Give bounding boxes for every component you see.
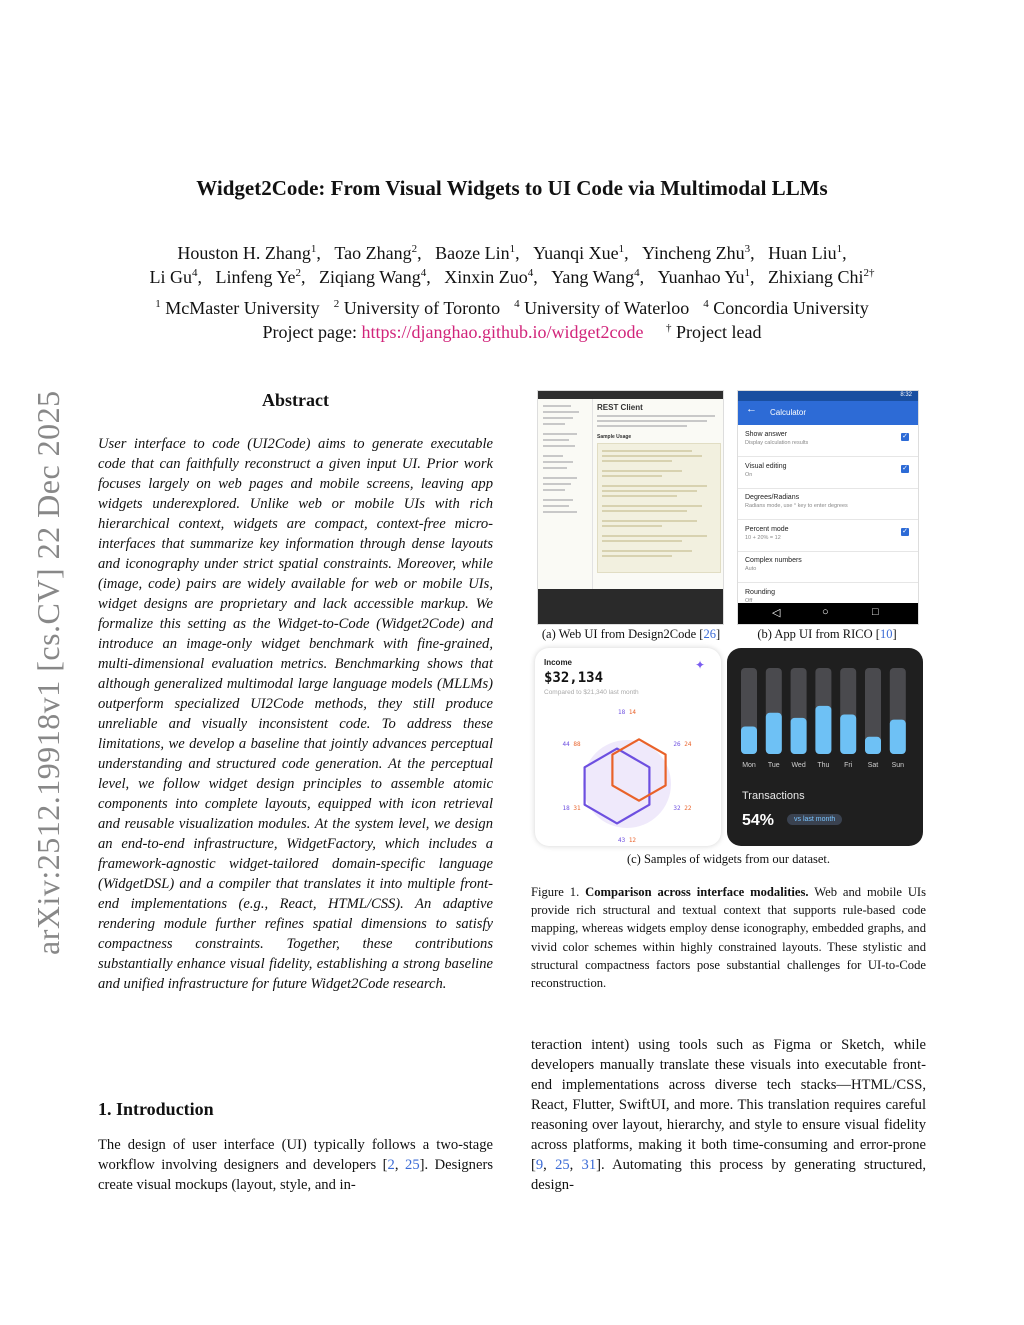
- author-name: Li Gu$^4$: [149, 267, 198, 287]
- checkbox-checked-icon[interactable]: ✓: [902, 527, 908, 535]
- app-settings-item-title: Degrees/Radians: [745, 494, 800, 501]
- intro-heading: 1. Introduction: [98, 1099, 214, 1119]
- figure-caption: [531, 883, 926, 992]
- citation-separator: ,: [394, 1157, 406, 1173]
- subcaption-b: [727, 627, 927, 642]
- citation-link[interactable]: 10: [879, 627, 893, 641]
- app-settings-item-subtitle: 10 + 20% = 12: [745, 534, 781, 541]
- abstract-body: User interface to code (UI2Code) aims to generate executable code that can faithfully reconstruct a given input UI. Prior work focuses largely on web pages and mobile screens, leaving app widgets underexplored. Unlike web or mobile UIs with rich hierarchical context, widgets are compact, context-free micro-interfaces that summarize key information through dense layouts and iconography under strict spatial constraints. Moreover, while (image, code) pairs are widely available for web or mobile UIs, widget designs are proprietary and lack accessible markup. We formalize this setting as the Widget-to-Code (Widget2Code) and introduce an image-only widget benchmark with fine-grained, multi-dimensional evaluation metrics. Benchmarking shows that although generalized multimodal large language models (MLLMs) outperform specialized UI2Code methods, they still produce unreliable and visually inconsistent code. To address these limitations, we develop a baseline that jointly advances perceptual understanding and structured code generation. At the perceptual level, we follow widget design principles to assemble atomic components into complete layouts, equipped with icon retrieval and reusable visualization modules. At the system level, we design an end-to-end infrastructure, WidgetFactory, which includes a framework-agnostic widget-tailored domain-specific language (WidgetDSL) and a compiler that translates it into multiple front-end implementations (e.g., React, HTML/CSS). An adaptive rendering module further refines spatial dimensions to satisfy compactness constraints. Together, these contributions substantially enhance visual fidelity, establishing a strong baseline and unified infrastructure for future Widget2Code research.: [98, 436, 493, 992]
- app-settings-item[interactable]: [745, 589, 913, 604]
- author-name: , Yuanhao Yu$^1$: [640, 267, 750, 287]
- income-label: Income: [544, 658, 573, 667]
- app-toolbar: [738, 401, 918, 425]
- radar-value-series-2: 31: [573, 805, 581, 812]
- divider: [738, 519, 918, 520]
- app-status-bar: [738, 391, 918, 401]
- app-status-time: 8:32: [900, 392, 912, 398]
- app-settings-item-subtitle: On: [745, 471, 753, 478]
- right-text-b: ]. Automating this process by generating structured, design-: [531, 1157, 927, 1193]
- project-link[interactable]: https://djanghao.github.io/widget2code: [361, 322, 644, 342]
- author-name: , Yuanqi Xue$^1$: [515, 243, 624, 263]
- bar-value: [865, 737, 881, 754]
- app-settings-item-subtitle: Auto: [745, 566, 757, 572]
- arrow-left-icon[interactable]: ←: [746, 403, 757, 415]
- subcaption-a-text: (a) Web UI from Design2Code [: [541, 627, 704, 641]
- radar-value-series-2: 14: [628, 709, 637, 716]
- bar-category-label: Sat: [867, 762, 879, 769]
- subcaption-c: (c) Samples of widgets from our dataset.: [626, 852, 831, 866]
- app-settings-item-subtitle: Off: [745, 597, 753, 604]
- author-affiliation-mark: 4: [420, 267, 427, 279]
- app-settings-item[interactable]: [745, 463, 913, 478]
- radar-value-series-2: 22: [684, 805, 692, 812]
- author-affiliation-mark: 1: [836, 243, 843, 255]
- affiliation-list: [60, 298, 964, 319]
- income-widget: [535, 648, 721, 846]
- bar-value: [815, 706, 831, 754]
- app-settings-item-title: Show answer: [745, 431, 788, 438]
- figure-label: Figure 1.: [531, 885, 580, 899]
- income-compare-text: Compared to $21,340 last month: [544, 689, 639, 696]
- affiliation: $^2$ University of Toronto: [333, 298, 501, 318]
- citation-link[interactable]: 25: [555, 1157, 570, 1173]
- web-ui-navbar: [538, 391, 723, 399]
- app-settings-item[interactable]: [745, 431, 913, 446]
- transactions-badge: vs last month: [787, 814, 842, 825]
- author-affiliation-mark: 3: [744, 243, 751, 255]
- radar-value-series-1: 32: [673, 805, 681, 812]
- radar-axis-label: [618, 709, 636, 716]
- app-ui-screenshot: [737, 390, 919, 625]
- subcaption-b-text: (b) App UI from RICO [: [757, 627, 880, 641]
- author-list-line-2: [60, 265, 964, 289]
- web-ui-subtitle: Sample Usage: [597, 434, 632, 440]
- app-settings-item-title: Percent mode: [745, 525, 789, 533]
- author-affiliation-mark: 1: [310, 243, 317, 255]
- citation-link[interactable]: 9: [535, 1157, 544, 1173]
- radar-value-series-2: 12: [628, 837, 637, 844]
- affiliation: $^4$ University of Waterloo: [514, 298, 690, 318]
- divider: [738, 551, 918, 552]
- author-name: , Ziqiang Wang$^4$: [301, 267, 426, 287]
- bar-category-label: Wed: [791, 762, 806, 769]
- right-text-a: teraction intent) using tools such as Figma or Sketch, while developers manually translate these visuals into executable front-end implementations across diverse tech stacks—HTML/CSS, React, Flutter, SwiftUI, and more. This translation requires careful reasoning over layout, hierarchy, and style to ensure visual fidelity across platforms, making it both time-consuming and error-prone [: [531, 1037, 926, 1173]
- web-ui-screenshot: [537, 390, 724, 625]
- radar-axis-label: [563, 805, 581, 812]
- author-name: , Zhixiang Chi$^{2\dagger}$: [750, 267, 875, 287]
- radar-axis-label: [673, 805, 691, 812]
- subcaption-bracket: ]: [892, 627, 897, 641]
- app-settings-item[interactable]: [745, 494, 913, 509]
- affiliation: $^4$ Concordia University: [703, 298, 869, 318]
- author-affiliation-mark: 1: [618, 243, 625, 255]
- app-settings-item-title: Complex numbers: [745, 557, 802, 564]
- author-name: , Baoze Lin$^1$: [417, 243, 515, 263]
- web-ui-code-block: [597, 443, 721, 573]
- bar-category-label: Thu: [817, 762, 830, 769]
- arxiv-stamp: arXiv:2512.19918v1 [cs.CV] 22 Dec 2025: [30, 390, 66, 955]
- abstract-heading: Abstract: [262, 390, 329, 410]
- bar-value: [890, 720, 906, 754]
- radar-value-series-1: 43: [617, 837, 626, 844]
- intro-text-a: The design of user interface (UI) typically follows a two-stage workflow involving designers and developers [: [98, 1137, 493, 1173]
- checkbox-checked-icon[interactable]: ✓: [902, 433, 908, 440]
- transactions-title: Transactions: [742, 790, 805, 802]
- checkbox-checked-icon[interactable]: ✓: [902, 464, 908, 472]
- citation-link[interactable]: 2: [387, 1157, 395, 1173]
- author-name: , Yang Wang$^4$: [533, 267, 639, 287]
- subcaption-a: [531, 627, 731, 642]
- right-column-body: teraction intent) using tools such as Figma or Sketch, while developers manually translate these visuals into executable front-end implementations across diverse tech stacks—HTML/CSS, React, Flutter, SwiftUI, and more. This translation requires careful reasoning over layout, hierarchy, and style to ensure visual fidelity across platforms, making it both time-consuming and error-prone [9, 25, 31]. Automating this process by generating structured, design-: [531, 1037, 927, 1193]
- project-label: Project page:: [262, 322, 358, 342]
- radar-axis-label: [618, 837, 636, 844]
- subcaption-bracket: ]: [715, 627, 721, 641]
- home-circle-icon[interactable]: ○: [822, 606, 829, 618]
- sparkle-icon: ✦: [695, 658, 706, 672]
- web-ui-title: REST Client: [597, 403, 643, 412]
- app-settings-item-title: Rounding: [745, 588, 775, 596]
- web-ui-sidebar: [538, 399, 593, 589]
- web-ui-footer: [538, 589, 723, 624]
- divider: [738, 582, 918, 583]
- author-name: Houston H. Zhang$^1$: [177, 243, 317, 263]
- author-affiliation-mark: 1: [744, 267, 750, 279]
- app-toolbar-title: Calculator: [770, 408, 807, 417]
- app-settings-item[interactable]: [745, 526, 913, 541]
- figure-caption-title: Comparison across interface modalities.: [585, 885, 809, 899]
- lead-text: Project lead: [675, 322, 762, 342]
- app-settings-item-subtitle: Display calculation results: [745, 440, 809, 446]
- affiliation: $^1$ McMaster University: [155, 298, 320, 318]
- radar-value-series-1: 18: [562, 805, 570, 812]
- project-line: [60, 322, 964, 343]
- app-settings-item-subtitle: Radians mode, use ° key to enter degrees: [745, 503, 848, 509]
- bar-category-label: Fri: [844, 762, 853, 769]
- radar-value-series-2: 24: [684, 741, 692, 748]
- back-triangle-icon[interactable]: ◁: [772, 607, 781, 619]
- bar-category-label: Tue: [767, 762, 780, 769]
- radar-value-series-1: 44: [562, 741, 570, 748]
- app-nav-bar: [738, 603, 918, 624]
- bar-value: [766, 713, 782, 754]
- citation-link[interactable]: 31: [581, 1157, 597, 1173]
- app-settings-item-title: Visual editing: [745, 462, 787, 470]
- lead-mark: †: [665, 322, 672, 334]
- transactions-widget: [727, 648, 923, 846]
- divider: [738, 456, 918, 457]
- transactions-percent: 54%: [742, 812, 775, 829]
- income-amount: $32,134: [544, 670, 604, 686]
- author-name: , Huan Liu$^1$ ,: [750, 243, 846, 263]
- bar-category-label: Mon: [742, 762, 756, 769]
- radar-axis-label: [673, 741, 691, 748]
- bar-value: [791, 718, 807, 754]
- bar-value: [840, 714, 856, 754]
- transactions-bar-chart: [727, 648, 923, 778]
- bar-category-label: Sun: [891, 762, 905, 769]
- author-name: , Tao Zhang$^2$: [316, 243, 417, 263]
- radar-value-series-2: 88: [573, 741, 581, 748]
- citation-link[interactable]: 25: [405, 1157, 420, 1173]
- author-affiliation-mark: 4: [192, 267, 198, 279]
- citation-link[interactable]: 26: [703, 627, 716, 641]
- author-name: , Yincheng Zhu$^3$: [624, 243, 750, 263]
- author-name: , Linfeng Ye$^2$: [198, 267, 302, 287]
- income-radar-chart: [535, 698, 721, 846]
- author-affiliation-mark: 4: [634, 267, 640, 279]
- author-affiliation-mark: 4: [527, 267, 534, 279]
- figure-caption-text: Web and mobile UIs provide rich structural and textual context that supports rule-based code mapping, whereas widgets employ dense iconography, embedded graphs, and vivid color schemes within highly constrained layouts. These stylistic and structural compactness factors pose substantial challenges for UI-to-Code reconstruction.: [531, 885, 927, 991]
- radar-axis-label: [563, 741, 581, 748]
- paper-title: Widget2Code: From Visual Widgets to UI Code via Multimodal LLMs: [196, 176, 828, 200]
- radar-value-series-1: 18: [617, 709, 626, 716]
- recent-square-icon[interactable]: □: [872, 606, 879, 618]
- author-affiliation-mark: 2†: [863, 267, 875, 279]
- author-affiliation-mark: 1: [509, 243, 516, 255]
- author-name: , Xinxin Zuo$^4$: [426, 267, 533, 287]
- intro-text-b: ]. Designers create visual mockups (layout, style, and in-: [98, 1157, 493, 1193]
- intro-body: [98, 1135, 493, 1195]
- radar-value-series-1: 26: [673, 741, 681, 748]
- app-settings-item[interactable]: [745, 557, 913, 572]
- author-list-line-1: [60, 241, 964, 265]
- bar-value: [741, 726, 757, 754]
- author-affiliation-mark: 2: [411, 243, 418, 255]
- divider: [738, 488, 918, 489]
- author-affiliation-mark: 2: [295, 267, 302, 279]
